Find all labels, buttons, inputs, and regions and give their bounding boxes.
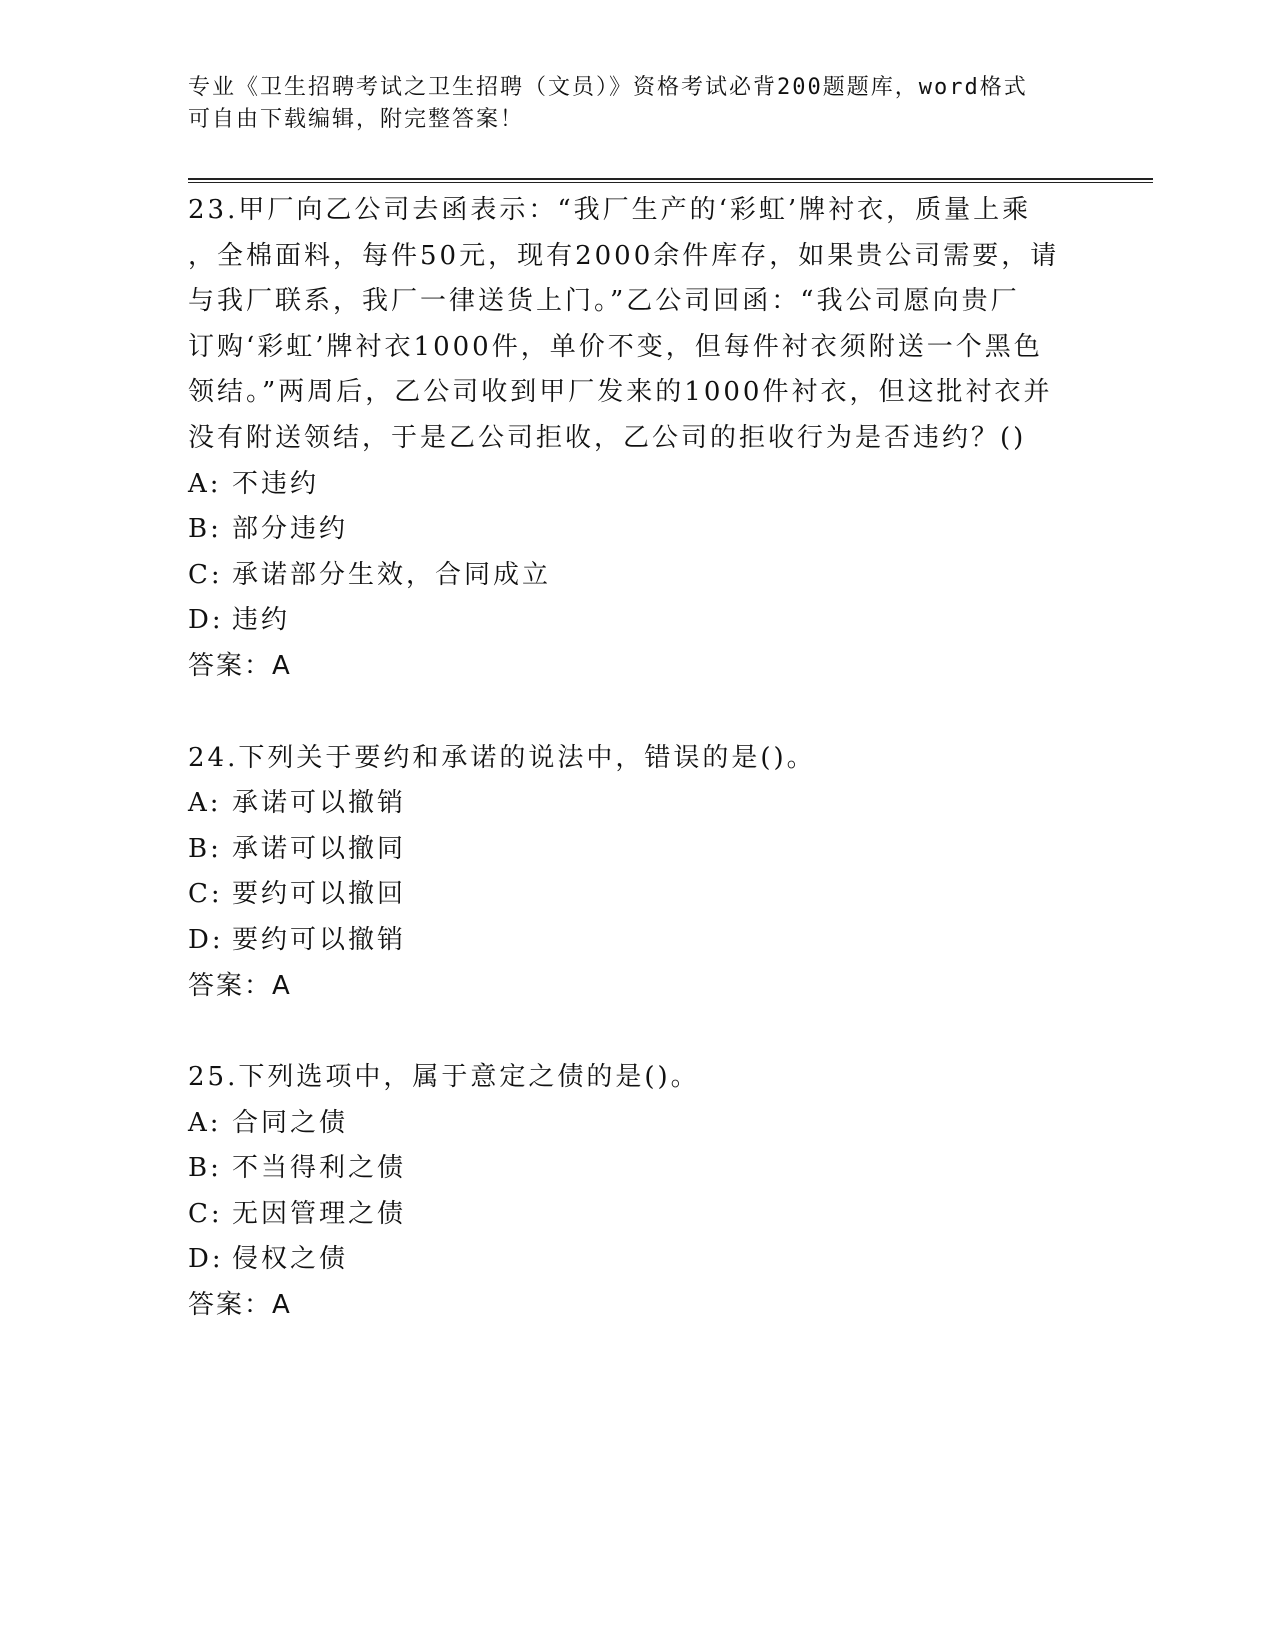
option-text: 部分违约 [232,514,349,545]
option-a [188,781,1088,827]
stem-line: 订购‘彩虹’牌衬衣1000件，单价不变，但每件衬衣须附送一个黑色 [188,331,1043,362]
option-key: D: [188,924,224,955]
option-key: C: [188,879,223,910]
option-b [188,1146,1088,1192]
option-key: B: [188,833,222,864]
header-line-1: 专业《卫生招聘考试之卫生招聘（文员）》资格考试必背200题题库，word格式 [188,75,1028,100]
option-key: C: [188,1198,223,1229]
option-text: 侵权之债 [232,1244,349,1275]
option-key: C: [188,559,223,590]
option-a [188,1101,1088,1147]
option-text: 合同之债 [232,1107,349,1138]
option-b [188,827,1088,873]
option-c [188,872,1088,918]
option-text: 承诺可以撤同 [232,833,407,864]
header-line-2: 可自由下载编辑，附完整答案！ [188,107,525,132]
option-c [188,1192,1088,1238]
question-stem [188,188,1088,462]
option-key: B: [188,1153,222,1184]
stem-line: 23.甲厂向乙公司去函表示：“我厂生产的‘彩虹’牌衬衣，质量上乘 [188,195,1032,225]
answer-line: 答案：A [188,650,292,681]
option-key: B: [188,514,222,545]
answer-line: 答案：A [188,1290,292,1321]
header-divider-thick [188,178,1153,180]
option-key: D: [188,1244,224,1275]
option-d [188,598,1088,644]
option-d [188,1237,1088,1283]
answer-line: 答案：A [188,970,292,1001]
option-text: 要约可以撤回 [232,879,407,910]
question-stem [188,736,1088,782]
option-text: 不违约 [232,468,320,499]
option-text: 承诺可以撤销 [232,788,407,819]
option-text: 不当得利之债 [232,1153,407,1184]
question-25 [188,1055,1088,1329]
stem-line: 24.下列关于要约和承诺的说法中，错误的是()。 [188,742,816,773]
option-key: D: [188,605,224,636]
question-stem [188,1055,1088,1101]
option-a [188,462,1088,508]
option-d [188,918,1088,964]
option-text: 承诺部分生效，合同成立 [232,559,552,590]
question-23 [188,188,1088,690]
option-text: 无因管理之债 [232,1198,407,1229]
stem-line: 没有附送领结，于是乙公司拒收，乙公司的拒收行为是否违约？() [188,422,1027,453]
header-divider-thin [188,182,1153,183]
option-key: A: [188,468,222,499]
stem-line: 领结。”两周后，乙公司收到甲厂发来的1000件衬衣，但这批衬衣并 [188,377,1053,408]
option-text: 要约可以撤销 [232,924,407,955]
question-list [188,188,1088,1375]
stem-line: ，全棉面料，每件50元，现有2000余件库存，如果贵公司需要，请 [188,240,1060,271]
stem-line: 与我厂联系，我厂一律送货上门。”乙公司回函：“我公司愿向贵厂 [188,286,1020,317]
option-key: A: [188,788,222,819]
document-header [188,72,1088,136]
option-c [188,553,1088,599]
stem-line: 25.下列选项中，属于意定之债的是()。 [188,1062,700,1093]
option-b [188,507,1088,553]
option-key: A: [188,1107,222,1138]
option-text: 违约 [232,605,291,636]
question-24 [188,736,1088,1010]
